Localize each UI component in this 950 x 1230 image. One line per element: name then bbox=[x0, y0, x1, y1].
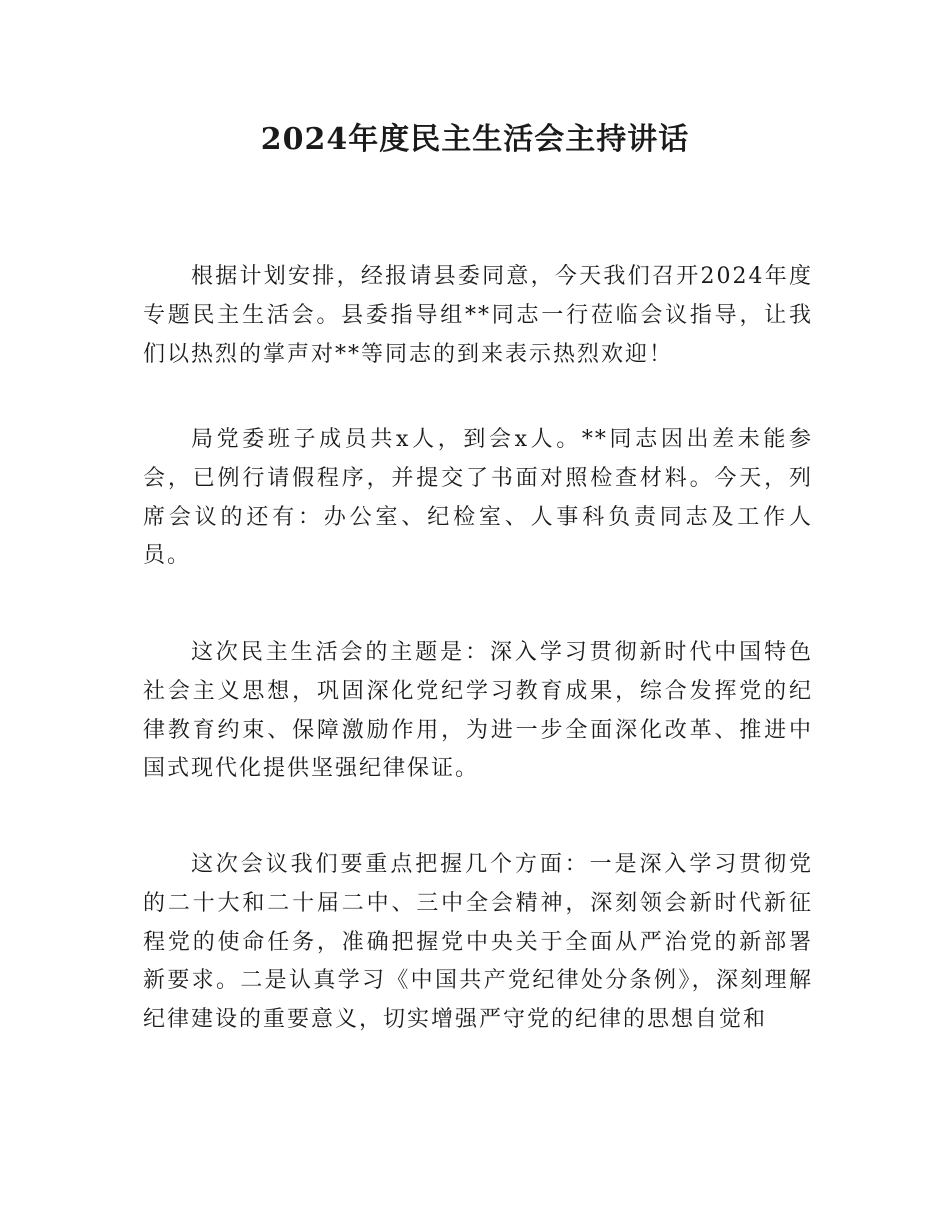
paragraph-attendance: 局党委班子成员共x人，到会x人。**同志因出差未能参会，已例行请假程序，并提交了书面对照检查材料。今天，列席会议的还有：办公室、纪检室、人事科负责同志及工作人员。 bbox=[143, 427, 813, 569]
paragraph-key-points: 这次会议我们要重点把握几个方面：一是深入学习贯彻党的二十大和二十届二中、三中全会精神，深刻领会新时代新征程党的使命任务，准确把握党中央关于全面从严治党的新部署新要求。二是认真学习《中国共产党纪律处分条例》，深刻理解纪律建设的重要意义，切实增强严守党的纪律的思想自觉和 bbox=[143, 852, 813, 1033]
paragraph-theme: 这次民主生活会的主题是：深入学习贯彻新时代中国特色社会主义思想，巩固深化党纪学习教育成果，综合发挥党的纪律教育约束、保障激励作用，为进一步全面深化改革、推进中国式现代化提供坚强纪律保证。 bbox=[143, 640, 813, 782]
document-title: 2024年度民主生活会主持讲话 bbox=[260, 122, 690, 157]
paragraph-opening: 根据计划安排，经报请县委同意，今天我们召开2024年度专题民主生活会。县委指导组**同志一行莅临会议指导，让我们以热烈的掌声对**等同志的到来表示热烈欢迎！ bbox=[143, 264, 813, 367]
